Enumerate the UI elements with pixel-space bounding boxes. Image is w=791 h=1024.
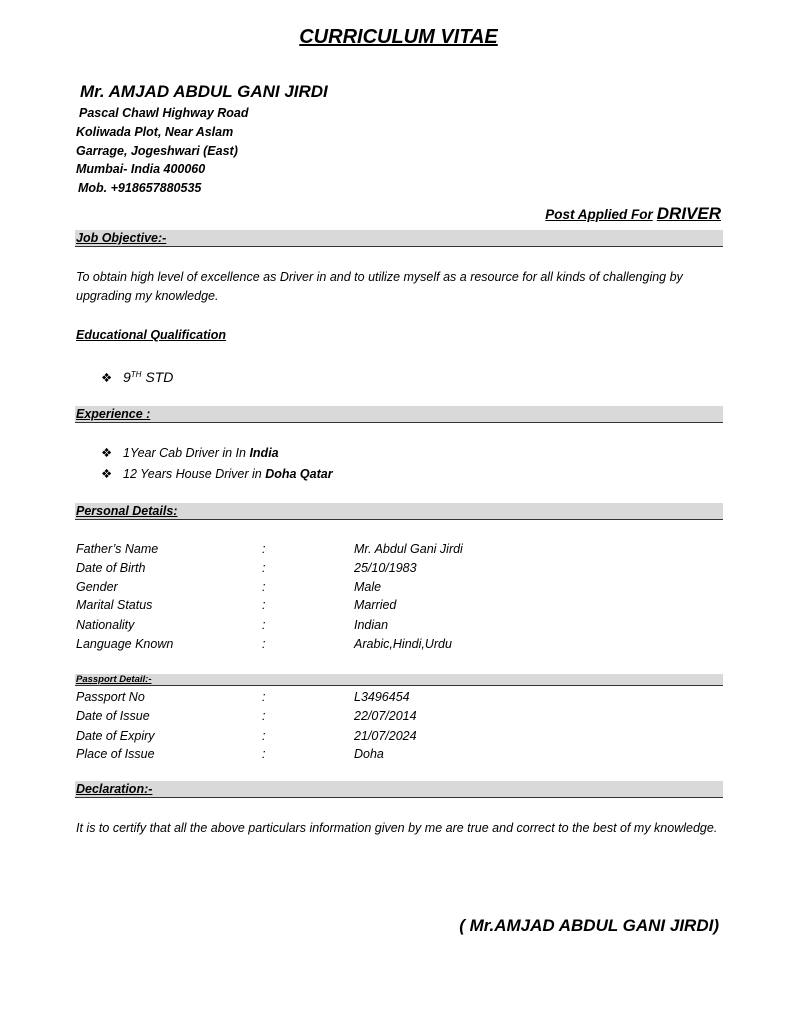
personal-row: [76, 598, 726, 617]
signature-name: ( Mr.AMJAD ABDUL GANI JIRDI): [459, 916, 719, 935]
row-label: Father’s Name: [76, 542, 159, 556]
education-item-rest: STD: [141, 369, 174, 385]
row-separator: :: [262, 598, 266, 612]
post-applied-label: Post Applied For: [545, 207, 653, 222]
passport-detail-heading: Passport Detail:-: [76, 674, 152, 685]
personal-row: [76, 637, 726, 656]
experience-item-place: Doha Qatar: [265, 467, 333, 481]
row-value: Doha: [354, 747, 384, 761]
personal-row: [76, 542, 726, 561]
row-label: Nationality: [76, 618, 135, 632]
experience-item: [101, 466, 333, 481]
personal-details-header: [75, 503, 723, 520]
passport-detail-header: [75, 674, 723, 686]
personal-row: [76, 561, 726, 580]
row-separator: :: [262, 561, 266, 575]
row-value: Indian: [354, 618, 389, 632]
row-value: Arabic,Hindi,Urdu: [354, 637, 452, 651]
row-label: Gender: [76, 580, 118, 594]
job-objective-heading: Job Objective:-: [76, 231, 167, 245]
experience-item-text: 12 Years House Driver in: [123, 467, 266, 481]
row-value: L3496454: [354, 690, 410, 704]
row-label: Date of Expiry: [76, 729, 155, 743]
education-item-num: 9: [123, 369, 131, 385]
document-title: CURRICULUM VITAE: [299, 26, 498, 48]
experience-item-place: India: [249, 446, 279, 460]
address-line-4: Mumbai- India 400060: [76, 162, 206, 176]
row-separator: :: [262, 747, 266, 761]
declaration-header: [75, 781, 723, 798]
education-heading: Educational Qualification: [76, 328, 227, 342]
post-applied: [545, 204, 721, 224]
personal-details-heading: Personal Details:: [76, 504, 178, 518]
passport-row: [76, 690, 726, 709]
personal-row: [76, 580, 726, 599]
row-separator: :: [262, 637, 266, 651]
row-value: Male: [354, 580, 382, 594]
row-label: Language Known: [76, 637, 174, 651]
row-separator: :: [262, 690, 266, 704]
education-item: [101, 369, 173, 385]
experience-item: [101, 445, 279, 460]
row-label: Marital Status: [76, 598, 153, 612]
row-value: Married: [354, 598, 397, 612]
row-label: Passport No: [76, 690, 145, 704]
row-separator: :: [262, 618, 266, 632]
experience-header: [75, 406, 723, 423]
education-item-sup: TH: [130, 369, 142, 379]
address-line-3: Garrage, Jogeshwari (East): [76, 144, 238, 158]
experience-heading: Experience :: [76, 407, 151, 421]
row-label: Date of Issue: [76, 709, 150, 723]
experience-item-text: 1Year Cab Driver in In: [123, 446, 250, 460]
row-separator: :: [262, 709, 266, 723]
row-label: Place of Issue: [76, 747, 155, 761]
passport-row: [76, 729, 726, 748]
personal-row: [76, 618, 726, 637]
row-value: 21/07/2024: [354, 729, 417, 743]
row-value: 25/10/1983: [354, 561, 417, 575]
row-value: 22/07/2014: [354, 709, 417, 723]
address-line-1: Pascal Chawl Highway Road: [79, 106, 249, 120]
post-applied-value: DRIVER: [656, 204, 721, 223]
candidate-name: Mr. AMJAD ABDUL GANI JIRDI: [80, 82, 328, 101]
mobile-number: Mob. +918657880535: [78, 181, 202, 195]
job-objective-header: [75, 230, 723, 247]
diamond-bullet-icon: ❖: [101, 446, 113, 460]
row-separator: :: [262, 542, 266, 556]
row-value: Mr. Abdul Gani Jirdi: [354, 542, 463, 556]
passport-row: [76, 709, 726, 728]
declaration-heading: Declaration:-: [76, 782, 153, 796]
job-objective-text: To obtain high level of excellence as Driver in and to utilize myself as a resource for all kinds of challenging by upgrading my knowledge.: [76, 270, 683, 303]
diamond-bullet-icon: ❖: [101, 371, 113, 385]
diamond-bullet-icon: ❖: [101, 467, 113, 481]
declaration-text: It is to certify that all the above particulars information given by me are true and correct to the best of my knowledge.: [76, 821, 718, 835]
row-separator: :: [262, 729, 266, 743]
row-label: Date of Birth: [76, 561, 146, 575]
passport-row: [76, 747, 726, 766]
address-line-2: Koliwada Plot, Near Aslam: [76, 125, 234, 139]
row-separator: :: [262, 580, 266, 594]
